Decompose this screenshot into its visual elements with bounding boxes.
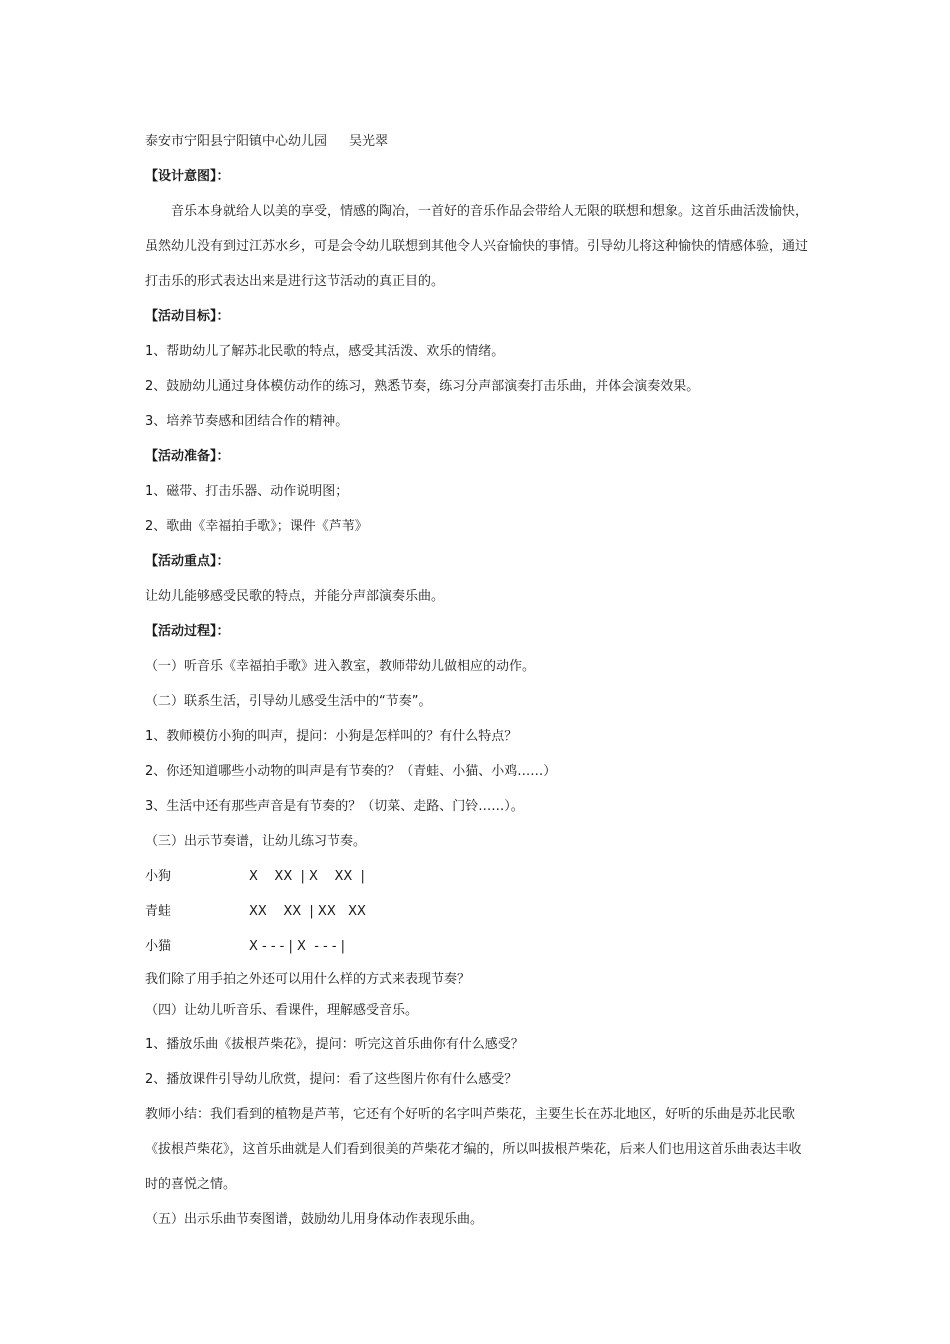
rhythm-pattern: X - - - | X - - - | — [249, 939, 346, 954]
process-step-1: （一）听音乐《幸福拍手歌》进入教室，教师带幼儿做相应的动作。 — [145, 659, 536, 674]
step4-item-1: 1、播放乐曲《拔根芦柴花》，提问：听完这首乐曲你有什么感受？ — [145, 1037, 524, 1052]
rhythm-animal-label: 小狗 — [145, 869, 172, 884]
focus-text: 让幼儿能够感受民歌的特点，并能分声部演奏乐曲。 — [145, 589, 445, 604]
header-line — [145, 124, 810, 159]
rhythm-pattern: XX XX | XX XX — [249, 904, 366, 919]
process-step-4: （四）让幼儿听音乐、看课件，理解感受音乐。 — [145, 1003, 419, 1018]
process-step-2: （二）联系生活，引导幼儿感受生活中的“节奏”。 — [145, 694, 432, 709]
process-heading: 【活动过程】： — [145, 624, 230, 639]
goals-heading: 【活动目标】： — [145, 309, 230, 324]
goal-item-2: 2、鼓励幼儿通过身体模仿动作的练习，熟悉节奏，练习分声部演奏打击乐曲，并体会演奏效果。 — [145, 379, 700, 394]
step2-item-2: 2、你还知道哪些小动物的叫声是有节奏的？（青蛙、小猫、小鸡……） — [145, 764, 557, 779]
rhythm-animal-label: 小猫 — [145, 939, 172, 954]
school-name: 泰安市宁阳县宁阳镇中心幼儿园 — [145, 134, 328, 149]
rhythm-row-frog — [145, 894, 810, 929]
focus-heading: 【活动重点】： — [145, 554, 230, 569]
author-name: 吴光翠 — [349, 134, 389, 149]
preparation-heading: 【活动准备】： — [145, 449, 230, 464]
preparation-item-2: 2、歌曲《幸福拍手歌》；课件《芦苇》 — [145, 519, 368, 534]
rhythm-pattern: X XX | X XX | — [249, 869, 365, 884]
goal-item-3: 3、培养节奏感和团结合作的精神。 — [145, 414, 349, 429]
goal-item-1: 1、帮助幼儿了解苏北民歌的特点，感受其活泼、欢乐的情绪。 — [145, 344, 505, 359]
design-heading: 【设计意图】： — [145, 169, 230, 184]
process-step-5: （五）出示乐曲节奏图谱，鼓励幼儿用身体动作表现乐曲。 — [145, 1212, 484, 1227]
preparation-item-1: 1、磁带、打击乐器、动作说明图； — [145, 484, 349, 499]
design-paragraph: 音乐本身就给人以美的享受，情感的陶冶，一首好的音乐作品会带给人无限的联想和想象。这首乐曲活泼愉快，虽然幼儿没有到过江苏水乡，可是会令幼儿联想到其他令人兴奋愉快的事情。引导幼儿将这种愉快的情感体验，通过打击乐的形式表达出来是进行这节活动的真正目的。 — [145, 204, 809, 289]
rhythm-row-dog — [145, 859, 810, 894]
document-page — [145, 124, 810, 1237]
step3-question: 我们除了用手拍之外还可以用什么样的方式来表现节奏？ — [145, 972, 471, 987]
process-step-3: （三）出示节奏谱，让幼儿练习节奏。 — [145, 834, 367, 849]
teacher-summary: 教师小结：我们看到的植物是芦苇，它还有个好听的名字叫芦柴花，主要生长在苏北地区，好听的乐曲是苏北民歌《拔根芦柴花》，这首乐曲就是人们看到很美的芦柴花才编的，所以叫拔根芦柴花，后来人们也用这首乐曲表达丰收时的喜悦之情。 — [145, 1107, 802, 1192]
step4-item-2: 2、播放课件引导幼儿欣赏，提问：看了这些图片你有什么感受？ — [145, 1072, 518, 1087]
step2-item-1: 1、教师模仿小狗的叫声，提问：小狗是怎样叫的？有什么特点？ — [145, 729, 518, 744]
rhythm-animal-label: 青蛙 — [145, 904, 172, 919]
step2-item-3: 3、生活中还有那些声音是有节奏的？（切菜、走路、门铃……）。 — [145, 799, 524, 814]
rhythm-row-cat — [145, 929, 810, 964]
